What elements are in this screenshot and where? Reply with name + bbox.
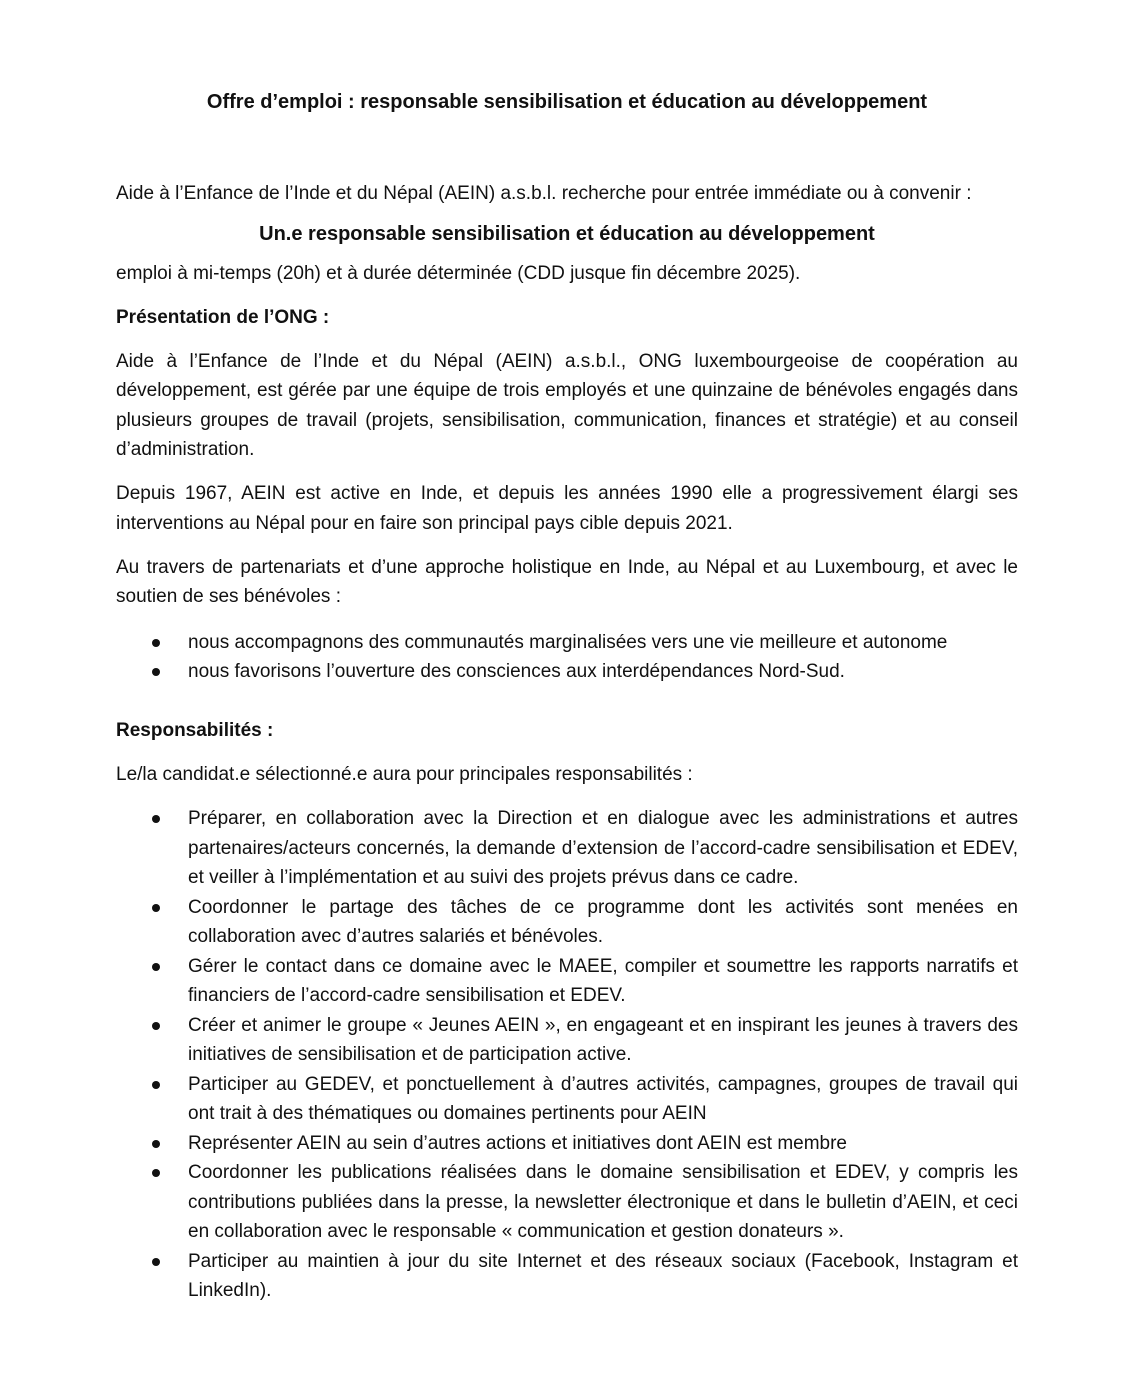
list-item-text: Préparer, en collaboration avec la Direction et en dialogue avec les administrations et autres partenaires/acteurs concernés, la demande d’extension de l’accord-cadre sensibilisation et EDEV, et veiller à l’implémentation et au suivi des projets prévus dans ce cadre.	[188, 808, 1018, 888]
list-item	[116, 1158, 1018, 1247]
list-item-text: Participer au GEDEV, et ponctuellement à d’autres activités, campagnes, groupes de travail qui ont trait à des thématiques ou domaines pertinents pour AEIN	[188, 1073, 1018, 1124]
list-item	[116, 1247, 1018, 1306]
list-item-text: Coordonner les publications réalisées dans le domaine sensibilisation et EDEV, y compris les contributions publiées dans la presse, la newsletter électronique et dans le bulletin d’AEIN, et ceci en collaboration avec le responsable « communication et gestion donateurs ».	[188, 1162, 1018, 1242]
list-item	[116, 893, 1018, 952]
document-body	[116, 88, 1018, 1320]
bullet-icon	[152, 1022, 160, 1030]
mission-bullet-list	[116, 628, 1018, 687]
bullet-icon	[152, 815, 160, 823]
list-item	[116, 657, 1018, 687]
presentation-heading: Présentation de l’ONG :	[116, 306, 330, 328]
list-item	[116, 952, 1018, 1011]
list-item-text: Créer et animer le groupe « Jeunes AEIN », en engageant et en inspirant les jeunes à travers des initiatives de sensibilisation et de participation active.	[188, 1014, 1018, 1065]
position-title: Un.e responsable sensibilisation et éducation au développement	[259, 222, 875, 245]
list-item-text: Représenter AEIN au sein d’autres actions et initiatives dont AEIN est membre	[188, 1132, 847, 1154]
list-item	[116, 1129, 1018, 1159]
presentation-paragraph: Depuis 1967, AEIN est active en Inde, et depuis les années 1990 elle a progressivement élargi ses interventions au Népal pour en faire son principal pays cible depuis 2021.	[116, 483, 1018, 534]
intro-text: Aide à l’Enfance de l’Inde et du Népal (AEIN) a.s.b.l. recherche pour entrée immédiate ou à convenir :	[116, 183, 972, 204]
bullet-icon	[152, 904, 160, 912]
list-item	[116, 1011, 1018, 1070]
responsibilities-intro: Le/la candidat.e sélectionné.e aura pour principales responsabilités :	[116, 763, 693, 785]
responsibilities-heading: Responsabilités :	[116, 719, 274, 741]
list-item-text: Gérer le contact dans ce domaine avec le MAEE, compiler et soumettre les rapports narratifs et financiers de l’accord-cadre sensibilisation et EDEV.	[188, 955, 1018, 1006]
list-item	[116, 804, 1018, 893]
bullet-icon	[152, 1140, 160, 1148]
bullet-icon	[152, 1258, 160, 1266]
bullet-icon	[152, 963, 160, 971]
bullet-icon	[152, 668, 160, 676]
responsibilities-bullet-list	[116, 804, 1018, 1306]
list-item-text: Coordonner le partage des tâches de ce programme dont les activités sont menées en collaboration avec d’autres salariés et bénévoles.	[188, 896, 1018, 947]
list-item	[116, 628, 1018, 658]
list-item-text: nous favorisons l’ouverture des consciences aux interdépendances Nord-Sud.	[188, 661, 845, 682]
presentation-paragraph: Au travers de partenariats et d’une approche holistique en Inde, au Népal et au Luxembourg, et avec le soutien de ses bénévoles :	[116, 556, 1018, 607]
bullet-icon	[152, 1169, 160, 1177]
list-item	[116, 1070, 1018, 1129]
list-item-text: Participer au maintien à jour du site Internet et des réseaux sociaux (Facebook, Instagram et LinkedIn).	[188, 1250, 1018, 1301]
presentation-paragraph: Aide à l’Enfance de l’Inde et du Népal (AEIN) a.s.b.l., ONG luxembourgeoise de coopération au développement, est gérée par une équipe de trois employés et une quinzaine de bénévoles engagés dans plusieurs groupes de travail (projets, sensibilisation, communication, finances et stratégie) et au conseil d’administration.	[116, 350, 1018, 460]
bullet-icon	[152, 639, 160, 647]
bullet-icon	[152, 1081, 160, 1089]
document-title: Offre d’emploi : responsable sensibilisation et éducation au développement	[206, 91, 928, 113]
list-item-text: nous accompagnons des communautés marginalisées vers une vie meilleure et autonome	[188, 631, 948, 653]
employment-terms: emploi à mi-temps (20h) et à durée déterminée (CDD jusque fin décembre 2025).	[116, 262, 801, 284]
